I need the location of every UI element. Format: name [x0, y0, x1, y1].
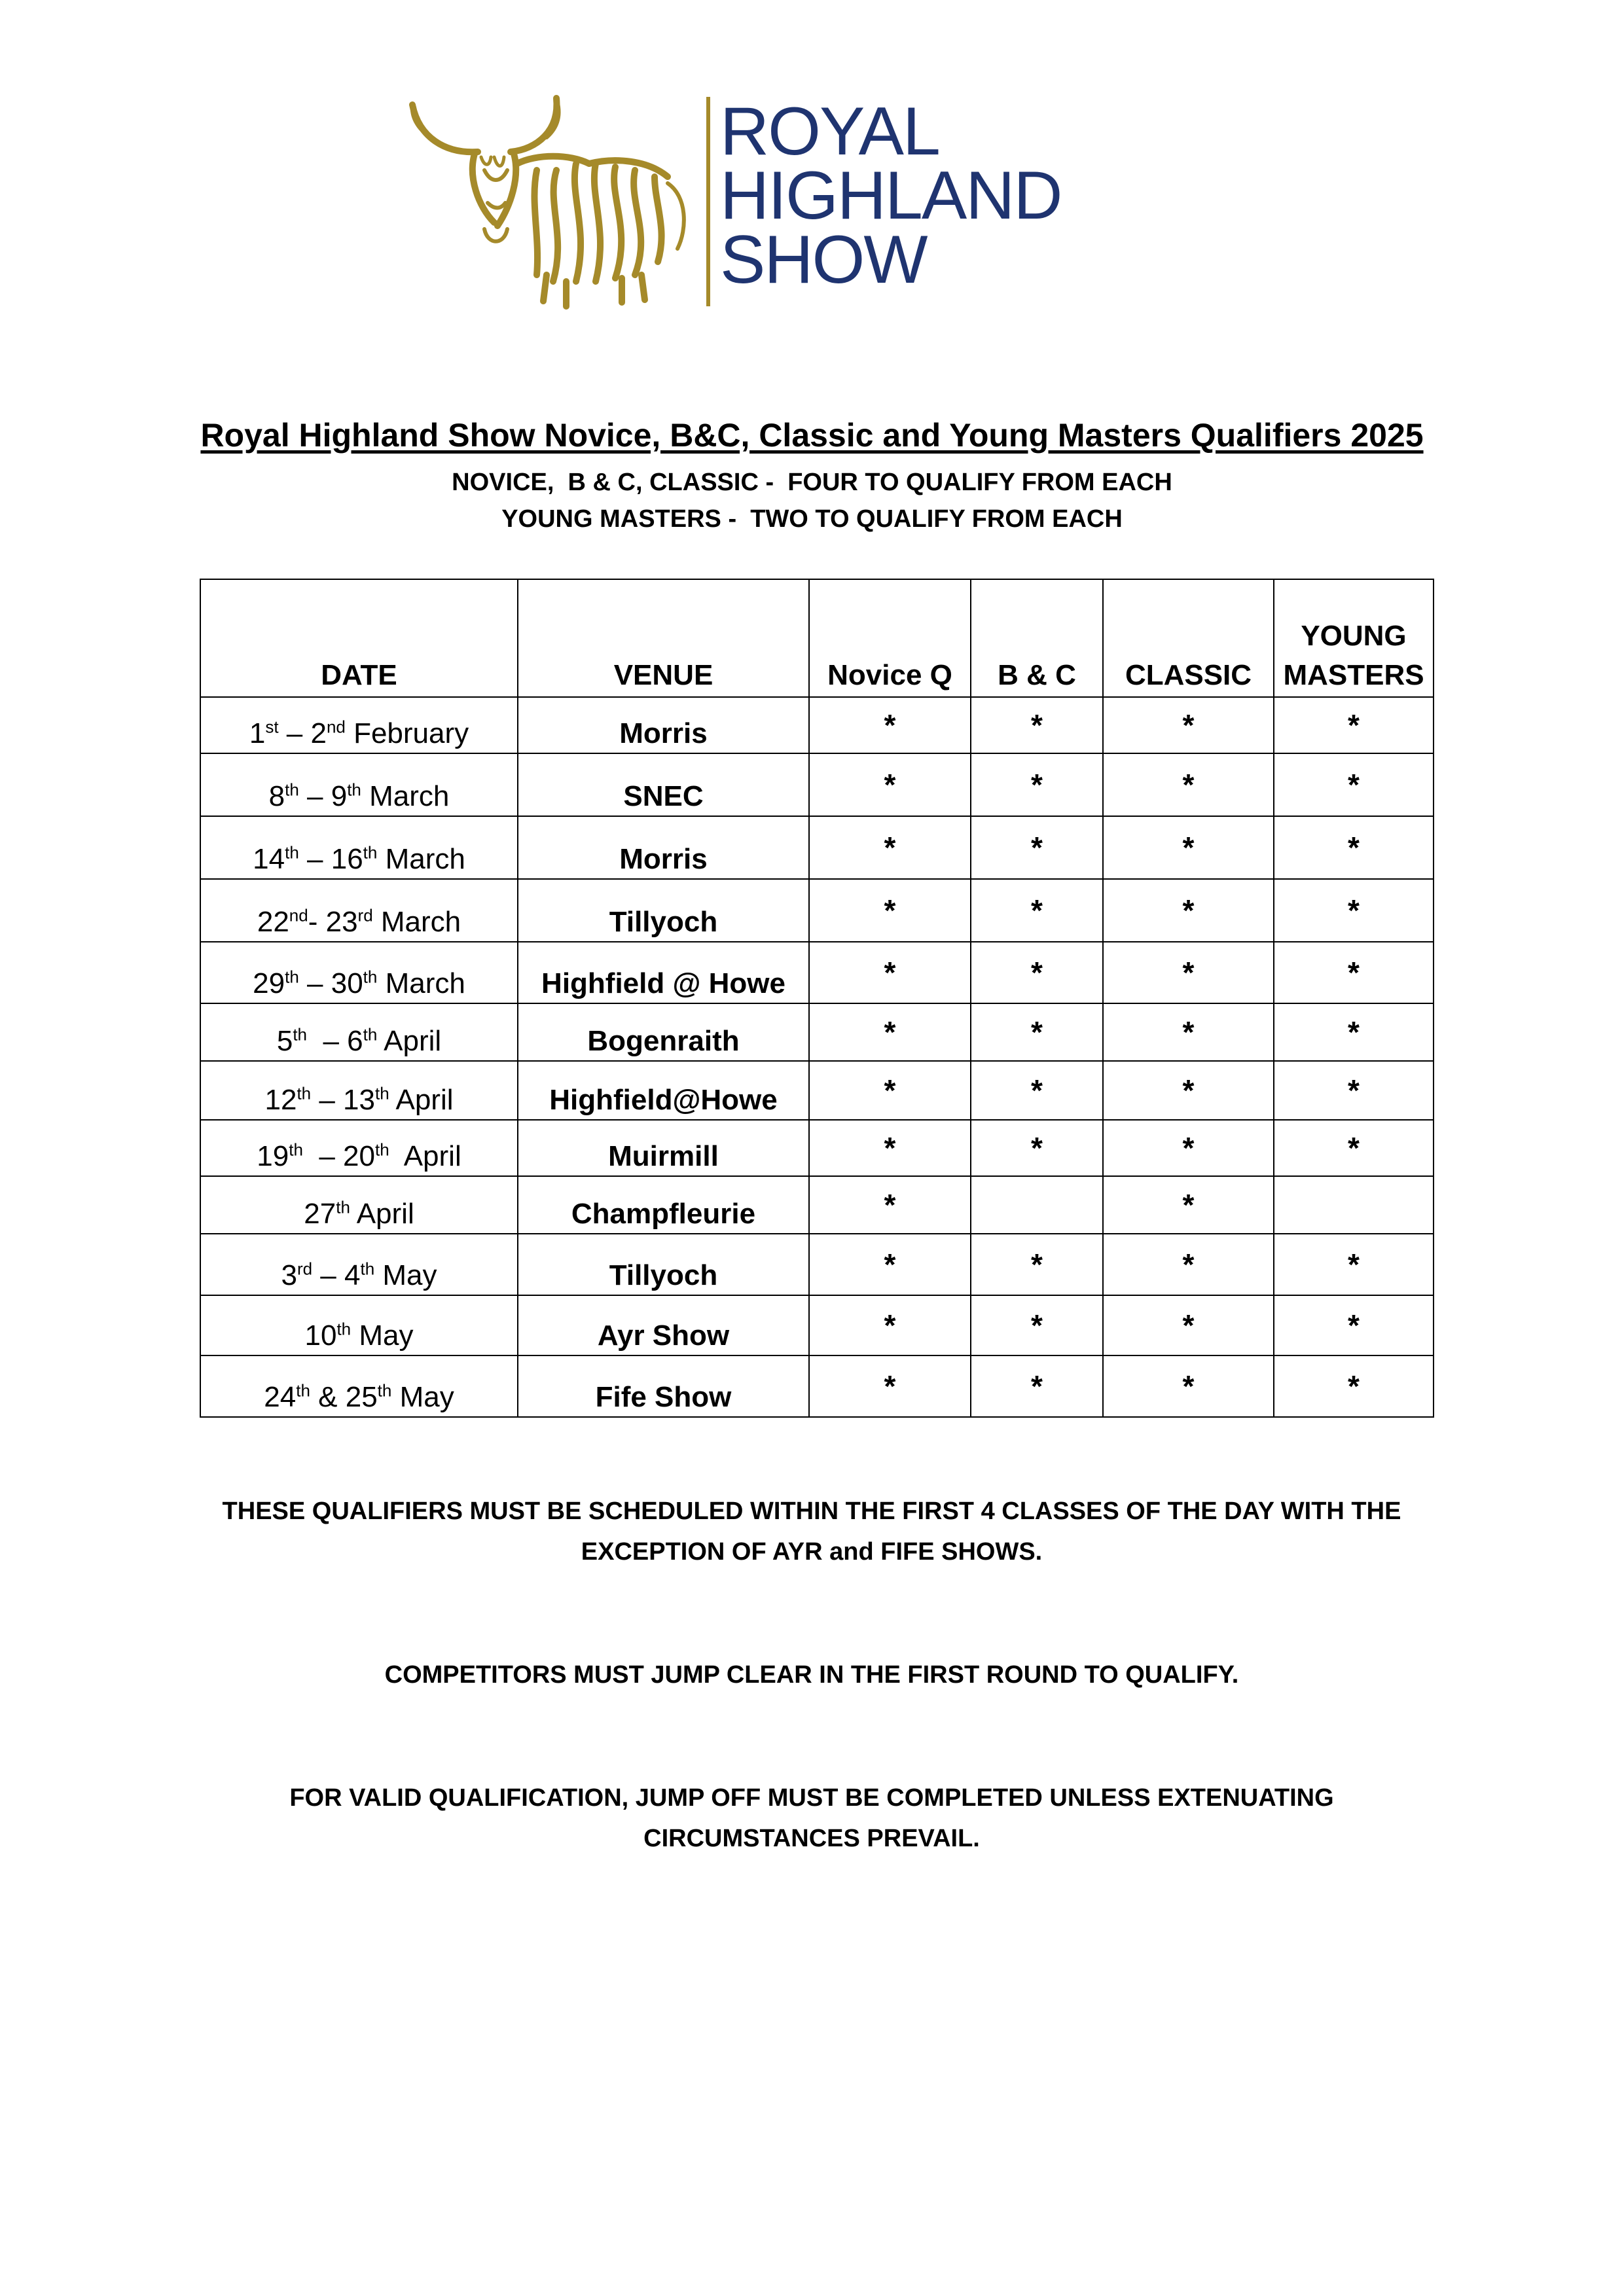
date-end-suffix: nd: [326, 717, 346, 737]
cell-classic: *: [1103, 879, 1274, 942]
cell-date: [200, 1355, 518, 1417]
cell-date: [200, 942, 518, 1003]
cell-venue: SNEC: [518, 753, 809, 816]
table-row: [200, 1003, 1434, 1061]
table-row: [200, 942, 1434, 1003]
table-row: [200, 1061, 1434, 1120]
cell-bc: *: [971, 1003, 1103, 1061]
date-end-suffix: th: [363, 1024, 378, 1045]
cell-classic: *: [1103, 1061, 1274, 1120]
date-middle: & 25: [310, 1381, 378, 1413]
date-middle: April: [350, 1198, 414, 1230]
date-start: 19: [257, 1140, 289, 1172]
date-middle: – 30: [298, 967, 363, 999]
date-start-suffix: th: [285, 967, 299, 987]
table-row: [200, 753, 1434, 816]
cell-young: *: [1274, 942, 1434, 1003]
cell-young: *: [1274, 1061, 1434, 1120]
date-start: 5: [276, 1025, 293, 1057]
cell-date: [200, 1295, 518, 1355]
cell-date: [200, 1234, 518, 1295]
cell-date: [200, 1003, 518, 1061]
cell-venue: Champfleurie: [518, 1176, 809, 1234]
cell-young: [1274, 1176, 1434, 1234]
date-start-suffix: th: [293, 1024, 308, 1045]
date-middle: – 13: [311, 1084, 375, 1116]
cell-bc: *: [971, 753, 1103, 816]
date-month: March: [377, 967, 465, 999]
cell-classic: *: [1103, 942, 1274, 1003]
cell-venue: Ayr Show: [518, 1295, 809, 1355]
cell-novice: *: [809, 942, 971, 1003]
cell-bc: *: [971, 816, 1103, 879]
cell-classic: *: [1103, 1176, 1274, 1234]
table-row: [200, 816, 1434, 879]
cell-venue: Morris: [518, 697, 809, 753]
note-jump-off: [196, 1778, 1427, 1859]
date-end-suffix: th: [375, 1083, 389, 1103]
cell-date: [200, 697, 518, 753]
date-start: 1: [249, 717, 266, 749]
note-scheduling-line2: EXCEPTION OF AYR and FIFE SHOWS.: [581, 1538, 1043, 1566]
date-month: April: [389, 1084, 454, 1116]
cell-novice: *: [809, 697, 971, 753]
date-start-suffix: st: [265, 717, 279, 737]
cell-date: [200, 879, 518, 942]
cell-bc: *: [971, 942, 1103, 1003]
cell-young: *: [1274, 753, 1434, 816]
logo-line-show: SHOW: [720, 222, 927, 298]
date-end-suffix: th: [360, 1259, 375, 1279]
cell-novice: *: [809, 1176, 971, 1234]
cell-bc: *: [971, 1355, 1103, 1417]
date-start: 12: [264, 1084, 297, 1116]
cell-classic: *: [1103, 753, 1274, 816]
date-end-suffix: th: [375, 1139, 389, 1160]
cell-novice: *: [809, 816, 971, 879]
date-start: 10: [304, 1319, 337, 1352]
logo-line-royal: ROYAL: [720, 94, 939, 170]
cell-novice: *: [809, 1355, 971, 1417]
date-start-suffix: th: [297, 1083, 312, 1103]
qualifiers-table: [200, 579, 1434, 1418]
document-title: Royal Highland Show Novice, B&C, Classic and Young Masters Qualifiers 2025: [200, 417, 1424, 454]
cell-date: [200, 753, 518, 816]
date-month: April: [389, 1140, 461, 1172]
date-start-suffix: th: [289, 1139, 303, 1160]
date-month: February: [345, 717, 469, 749]
cell-venue: Highfield@Howe: [518, 1061, 809, 1120]
note-jump-off-line1: FOR VALID QUALIFICATION, JUMP OFF MUST BE COMPLETED UNLESS EXTENUATING: [289, 1784, 1334, 1812]
cell-venue: Tillyoch: [518, 1234, 809, 1295]
cell-classic: *: [1103, 1234, 1274, 1295]
date-middle: – 4: [312, 1259, 361, 1291]
date-month: April: [377, 1025, 442, 1057]
cell-classic: *: [1103, 1003, 1274, 1061]
table-row: [200, 1120, 1434, 1176]
header-young-line1: YOUNG: [1301, 620, 1407, 652]
date-end-suffix: th: [363, 967, 378, 987]
date-start-suffix: th: [336, 1197, 350, 1217]
cell-novice: *: [809, 1120, 971, 1176]
cell-venue: Tillyoch: [518, 879, 809, 942]
header-venue: VENUE: [518, 579, 809, 697]
cell-young: *: [1274, 816, 1434, 879]
cell-date: [200, 1061, 518, 1120]
cell-novice: *: [809, 753, 971, 816]
cell-venue: Muirmill: [518, 1120, 809, 1176]
cell-novice: *: [809, 1295, 971, 1355]
note-scheduling-line1: THESE QUALIFIERS MUST BE SCHEDULED WITHIN THE FIRST 4 CLASSES OF THE DAY WITH THE: [222, 1498, 1401, 1525]
logo-wordmark: [720, 94, 1087, 298]
cell-venue: Fife Show: [518, 1355, 809, 1417]
header-young-masters: [1274, 579, 1434, 697]
cell-classic: *: [1103, 1120, 1274, 1176]
cell-young: *: [1274, 1120, 1434, 1176]
date-month: May: [374, 1259, 437, 1291]
cell-young: *: [1274, 1355, 1434, 1417]
table-row: [200, 1176, 1434, 1234]
note-scheduling: [196, 1491, 1427, 1572]
date-start-suffix: th: [336, 1319, 352, 1339]
date-start: 14: [253, 843, 285, 875]
header-young-line2: MASTERS: [1283, 659, 1424, 691]
date-end-suffix: th: [377, 1380, 392, 1401]
cell-novice: *: [809, 1061, 971, 1120]
cell-classic: *: [1103, 1355, 1274, 1417]
date-month: March: [372, 906, 461, 938]
cell-date: [200, 816, 518, 879]
date-start: 8: [268, 780, 285, 812]
cell-bc: *: [971, 1295, 1103, 1355]
table-row: [200, 879, 1434, 942]
logo-divider: [706, 97, 710, 306]
table-row: [200, 1295, 1434, 1355]
royal-highland-show-logo: [406, 92, 1074, 314]
cell-bc: *: [971, 1234, 1103, 1295]
cell-novice: *: [809, 879, 971, 942]
date-end-suffix: rd: [357, 905, 373, 925]
date-start-suffix: th: [285, 842, 299, 863]
cell-classic: *: [1103, 697, 1274, 753]
cell-venue: Morris: [518, 816, 809, 879]
date-start: 3: [281, 1259, 297, 1291]
date-middle: May: [351, 1319, 414, 1352]
table-row: [200, 1355, 1434, 1417]
date-end-suffix: th: [363, 842, 378, 863]
table-row: [200, 1234, 1434, 1295]
date-start: 27: [304, 1198, 336, 1230]
note-jump-clear: COMPETITORS MUST JUMP CLEAR IN THE FIRST ROUND TO QUALIFY.: [384, 1661, 1239, 1689]
subtitle-four-qualify: NOVICE, B & C, CLASSIC - FOUR TO QUALIFY FROM EACH: [452, 469, 1172, 496]
date-start-suffix: th: [285, 780, 299, 800]
cell-novice: *: [809, 1234, 971, 1295]
cell-young: *: [1274, 1003, 1434, 1061]
header-novice: Novice Q: [809, 579, 971, 697]
date-middle: - 23: [308, 906, 358, 938]
date-middle: – 9: [298, 780, 348, 812]
date-start-suffix: nd: [289, 905, 308, 925]
cell-date: [200, 1120, 518, 1176]
date-start-suffix: th: [296, 1380, 310, 1401]
subtitle-two-qualify: YOUNG MASTERS - TWO TO QUALIFY FROM EACH: [501, 505, 1123, 533]
cell-bc: *: [971, 1120, 1103, 1176]
cell-venue: Highfield @ Howe: [518, 942, 809, 1003]
header-date: DATE: [200, 579, 518, 697]
cell-bc: *: [971, 1061, 1103, 1120]
table-header-row: [200, 579, 1434, 697]
cell-young: *: [1274, 879, 1434, 942]
header-classic: CLASSIC: [1103, 579, 1274, 697]
logo-line-highland: HIGHLAND: [720, 158, 1062, 234]
note-jump-off-line2: CIRCUMSTANCES PREVAIL.: [643, 1825, 980, 1852]
date-end-suffix: th: [347, 780, 361, 800]
date-start-suffix: rd: [297, 1259, 313, 1279]
header-bc: B & C: [971, 579, 1103, 697]
date-start: 29: [253, 967, 285, 999]
cell-bc: [971, 1176, 1103, 1234]
date-middle: – 20: [302, 1140, 375, 1172]
date-start: 24: [264, 1381, 297, 1413]
highland-cow-icon: [406, 92, 694, 314]
cell-date: [200, 1176, 518, 1234]
date-middle: – 16: [298, 843, 363, 875]
cell-classic: *: [1103, 816, 1274, 879]
cell-young: *: [1274, 1234, 1434, 1295]
cell-classic: *: [1103, 1295, 1274, 1355]
cell-bc: *: [971, 697, 1103, 753]
date-middle: – 2: [278, 717, 327, 749]
table-row: [200, 697, 1434, 753]
date-middle: – 6: [307, 1025, 363, 1057]
date-month: March: [361, 780, 450, 812]
cell-novice: *: [809, 1003, 971, 1061]
date-month: May: [391, 1381, 454, 1413]
cell-bc: *: [971, 879, 1103, 942]
date-month: March: [377, 843, 465, 875]
date-start: 22: [257, 906, 289, 938]
cell-young: *: [1274, 697, 1434, 753]
cell-young: *: [1274, 1295, 1434, 1355]
cell-venue: Bogenraith: [518, 1003, 809, 1061]
